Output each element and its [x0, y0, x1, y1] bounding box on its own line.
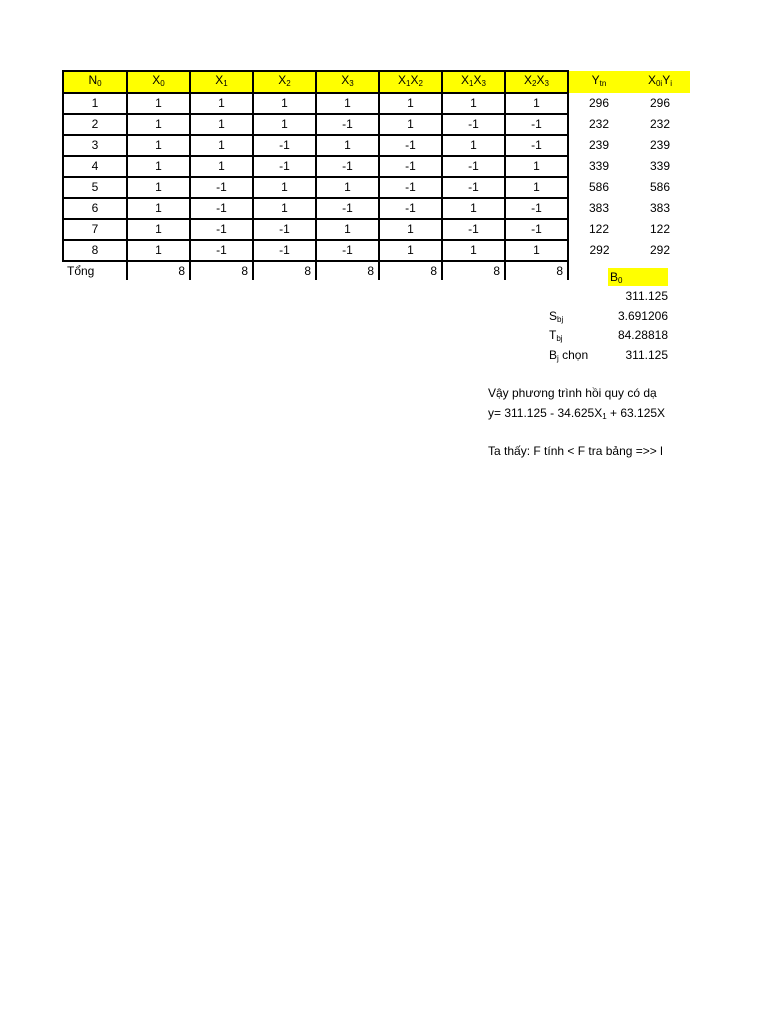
table-cell[interactable]: 1	[442, 135, 505, 156]
tbj-value[interactable]: 84.28818	[617, 328, 668, 342]
header-x0y[interactable]: $X_{0i}Y_i$	[630, 71, 690, 93]
table-cell[interactable]: -1	[505, 114, 568, 135]
total-cell[interactable]: 8	[316, 261, 379, 280]
table-cell[interactable]: -1	[505, 135, 568, 156]
table-cell[interactable]: 1	[442, 198, 505, 219]
header-n[interactable]: $N_0$	[63, 71, 127, 93]
table-cell[interactable]: -1	[253, 219, 316, 240]
table-cell[interactable]: -1	[253, 240, 316, 261]
table-cell[interactable]: 232	[588, 117, 610, 131]
table-row	[63, 135, 690, 156]
regression-table	[62, 70, 691, 280]
table-cell[interactable]: 1	[505, 177, 568, 198]
table-cell[interactable]: 1	[190, 114, 253, 135]
f-test-conclusion[interactable]: Ta thấy: F tính < F tra bảng =>> l	[488, 444, 663, 458]
table-cell[interactable]: 383	[588, 201, 610, 215]
table-cell[interactable]: 1	[316, 219, 379, 240]
table-row	[63, 93, 690, 114]
table-cell[interactable]: -1	[316, 198, 379, 219]
table-cell[interactable]: 339	[649, 159, 671, 173]
table-cell[interactable]: 1	[316, 93, 379, 114]
totals-label[interactable]: Tổng	[63, 261, 127, 280]
table-cell[interactable]: -1	[190, 198, 253, 219]
table-cell[interactable]: 1	[505, 156, 568, 177]
b0-header-cell[interactable]: $B_0$	[608, 268, 668, 286]
table-cell[interactable]: -1	[379, 156, 442, 177]
sbj-label[interactable]: $S_{bj}$	[549, 309, 564, 324]
table-cell[interactable]: -1	[442, 156, 505, 177]
table-cell[interactable]: 1	[127, 93, 190, 114]
table-cell[interactable]: -1	[379, 177, 442, 198]
table-cell[interactable]: 296	[649, 96, 671, 110]
table-cell[interactable]: -1	[442, 177, 505, 198]
table-cell[interactable]: -1	[253, 135, 316, 156]
table-cell[interactable]: -1	[442, 219, 505, 240]
total-cell[interactable]: 8	[379, 261, 442, 280]
table-cell[interactable]: -1	[190, 219, 253, 240]
table-cell[interactable]: 1	[253, 93, 316, 114]
bj-chon-label[interactable]: $B_j$ chọn	[549, 348, 589, 363]
table-cell[interactable]: 1	[190, 93, 253, 114]
table-cell[interactable]: 292	[649, 243, 671, 257]
table-row	[63, 240, 690, 261]
table-cell[interactable]: 1	[379, 93, 442, 114]
table-cell[interactable]: 1	[316, 177, 379, 198]
table-cell[interactable]: 296	[588, 96, 610, 110]
table-cell[interactable]: 2	[63, 114, 127, 135]
table-cell[interactable]: 6	[63, 198, 127, 219]
table-cell[interactable]: 1	[379, 219, 442, 240]
table-cell[interactable]: 1	[253, 198, 316, 219]
table-cell[interactable]: 1	[127, 219, 190, 240]
table-cell[interactable]: -1	[379, 198, 442, 219]
table-cell[interactable]: -1	[316, 114, 379, 135]
table-cell[interactable]: 586	[588, 180, 610, 194]
table-cell[interactable]: 7	[63, 219, 127, 240]
table-row	[63, 198, 690, 219]
totals-row	[63, 261, 690, 280]
table-row	[63, 219, 690, 240]
table-cell[interactable]: 5	[63, 177, 127, 198]
header-x3[interactable]: $X_3$	[316, 71, 379, 93]
total-cell[interactable]: 8	[127, 261, 190, 280]
table-cell[interactable]: 1	[316, 135, 379, 156]
table-cell[interactable]: 1	[505, 93, 568, 114]
total-cell[interactable]: 8	[505, 261, 568, 280]
table-cell[interactable]: 239	[588, 138, 610, 152]
table-cell[interactable]: 8	[63, 240, 127, 261]
table-cell[interactable]: 1	[442, 240, 505, 261]
table-cell[interactable]: -1	[379, 135, 442, 156]
total-cell[interactable]: 8	[253, 261, 316, 280]
regression-equation[interactable]: $y= 311.125 - 34.625X_1 + 63.125X$	[488, 406, 666, 421]
table-cell[interactable]: -1	[190, 240, 253, 261]
table-cell[interactable]: 1	[127, 177, 190, 198]
table-cell[interactable]: 1	[379, 240, 442, 261]
table-cell[interactable]: -1	[190, 177, 253, 198]
table-cell[interactable]: -1	[442, 114, 505, 135]
table-cell[interactable]: -1	[505, 219, 568, 240]
sbj-value[interactable]: 3.691206	[617, 309, 668, 323]
table-row	[63, 156, 690, 177]
table-cell[interactable]: 1	[253, 177, 316, 198]
table-cell[interactable]: -1	[253, 156, 316, 177]
table-cell[interactable]: 383	[649, 201, 671, 215]
table-cell[interactable]: 1	[379, 114, 442, 135]
table-header-row	[63, 71, 690, 93]
table-cell[interactable]: 1	[127, 135, 190, 156]
table-cell[interactable]: 292	[589, 243, 610, 257]
b0-value[interactable]: 311.125	[625, 289, 668, 303]
header-x1[interactable]: $X_1$	[190, 71, 253, 93]
table-cell[interactable]: 1	[127, 198, 190, 219]
table-cell[interactable]: 339	[588, 159, 610, 173]
table-row	[63, 177, 690, 198]
table-cell[interactable]: 1	[127, 156, 190, 177]
table-cell[interactable]: 1	[442, 93, 505, 114]
table-cell[interactable]: 586	[649, 180, 671, 194]
table-row	[63, 114, 690, 135]
table-cell[interactable]: 1	[190, 156, 253, 177]
table-cell[interactable]: 122	[588, 222, 610, 236]
total-cell[interactable]: 8	[190, 261, 253, 280]
header-x1x3[interactable]: $X_1X_3$	[442, 71, 505, 93]
table-cell[interactable]: 232	[649, 117, 671, 131]
conclusion-line-1[interactable]: Vậy phương trình hồi quy có dạ	[488, 386, 657, 400]
table-cell[interactable]: 1	[190, 135, 253, 156]
total-cell[interactable]: 8	[442, 261, 505, 280]
table-cell[interactable]: -1	[316, 240, 379, 261]
header-ytn[interactable]: $Y_{tn}$	[568, 71, 630, 93]
table-cell[interactable]: -1	[505, 198, 568, 219]
table-cell[interactable]: 1	[127, 240, 190, 261]
header-x0[interactable]: $X_0$	[127, 71, 190, 93]
table-cell[interactable]: 122	[649, 222, 671, 236]
bj-chon-value[interactable]: 311.125	[625, 348, 668, 362]
table-cell[interactable]: 1	[63, 93, 127, 114]
table-cell[interactable]: 3	[63, 135, 127, 156]
table-cell[interactable]: -1	[316, 156, 379, 177]
table-cell[interactable]: 1	[127, 114, 190, 135]
tbj-label[interactable]: $T_{bj}$	[549, 328, 563, 343]
table-cell[interactable]: 239	[649, 138, 671, 152]
header-x2[interactable]: $X_2$	[253, 71, 316, 93]
table-cell[interactable]: 4	[63, 156, 127, 177]
header-x2x3[interactable]: $X_2X_3$	[505, 71, 568, 93]
header-x1x2[interactable]: $X_1X_2$	[379, 71, 442, 93]
table-cell[interactable]: 1	[253, 114, 316, 135]
table-cell[interactable]: 1	[505, 240, 568, 261]
